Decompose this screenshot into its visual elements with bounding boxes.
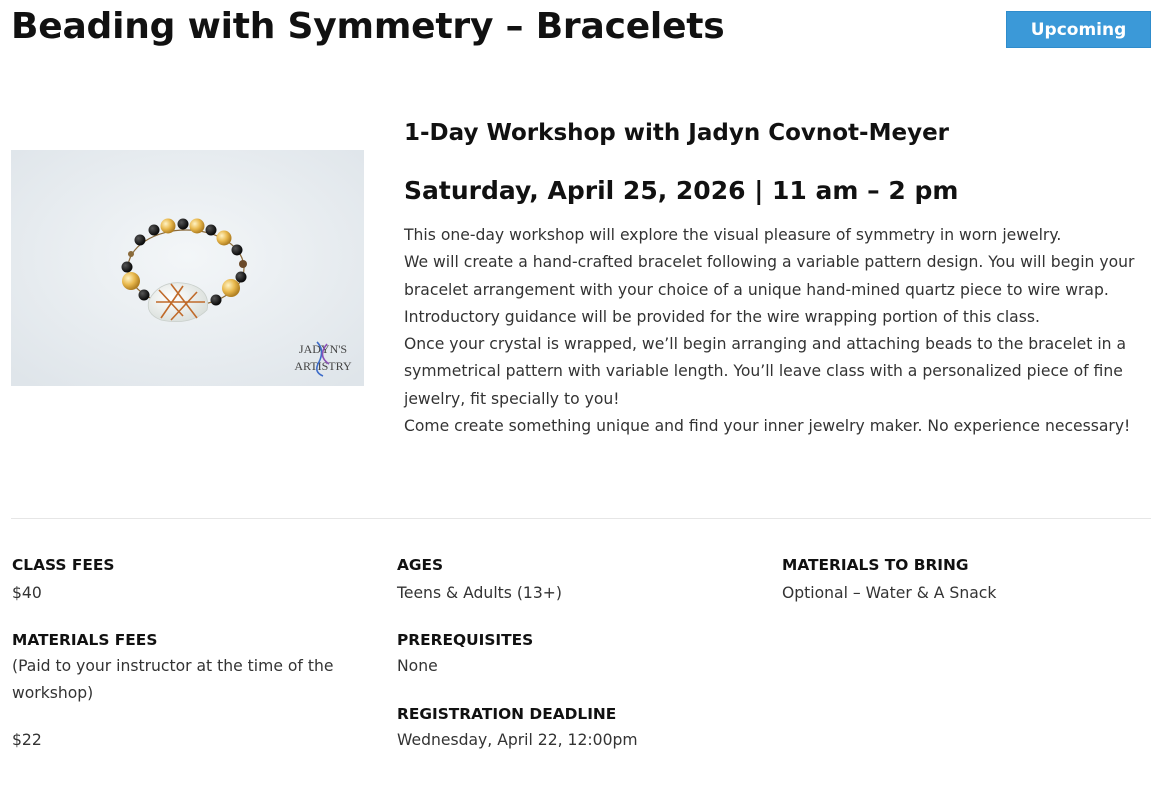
description-paragraph: Introductory guidance will be provided for the wire wrapping portion of this class.	[404, 307, 1040, 326]
prerequisites-label: PREREQUISITES	[397, 631, 534, 649]
status-badge: Upcoming	[1006, 11, 1151, 48]
materials-fees-note: (Paid to your instructor at the time of the workshop)	[12, 657, 334, 702]
workshop-description	[404, 222, 1149, 440]
materials-to-bring-section	[782, 556, 1142, 607]
watermark-line1: JADYN'S	[298, 342, 348, 356]
materials-to-bring-label: MATERIALS TO BRING	[782, 556, 969, 574]
class-fees-value: $40	[12, 584, 42, 602]
description-paragraph: We will create a hand-crafted bracelet following a variable pattern design. You will begin your bracelet arrangement with your choice of a unique hand-mined quartz piece to wire wrap.	[404, 253, 1135, 299]
description-paragraph: Once your crystal is wrapped, we’ll begin arranging and attaching beads to the bracelet in a symmetrical pattern with variable length. You’ll leave class with a personalized piece of fine jewelry, fit specially to you!	[404, 335, 1127, 408]
page-title: Beading with Symmetry – Bracelets	[11, 6, 725, 47]
materials-to-bring-value: Optional – Water & A Snack	[782, 584, 997, 602]
ages-label: AGES	[397, 556, 444, 574]
prerequisites-value: None	[397, 657, 438, 675]
workshop-subtitle: 1-Day Workshop with Jadyn Covnot-Meyer	[404, 120, 950, 146]
prerequisites-section	[397, 631, 737, 680]
materials-fees-label: MATERIALS FEES	[12, 631, 158, 649]
class-fees-section	[12, 556, 352, 607]
ages-value: Teens & Adults (13+)	[397, 584, 562, 602]
materials-fees-value: $22	[12, 731, 42, 749]
description-paragraph: Come create something unique and find your inner jewelry maker. No experience necessary!	[404, 417, 1131, 436]
bracelet-image	[11, 150, 364, 386]
registration-deadline-value: Wednesday, April 22, 12:00pm	[397, 731, 638, 749]
bracelet-photo	[11, 150, 364, 386]
class-fees-label: CLASS FEES	[12, 556, 115, 574]
ages-section	[397, 556, 737, 607]
materials-fees-section	[12, 631, 352, 754]
registration-deadline-label: REGISTRATION DEADLINE	[397, 705, 617, 723]
description-paragraph: This one-day workshop will explore the visual pleasure of symmetry in worn jewelry.	[404, 226, 1062, 244]
workshop-date: Saturday, April 25, 2026 | 11 am – 2 pm	[404, 176, 959, 205]
watermark-line2: ARTISTRY	[294, 359, 352, 373]
section-divider	[11, 518, 1151, 519]
registration-deadline-section	[397, 705, 737, 754]
